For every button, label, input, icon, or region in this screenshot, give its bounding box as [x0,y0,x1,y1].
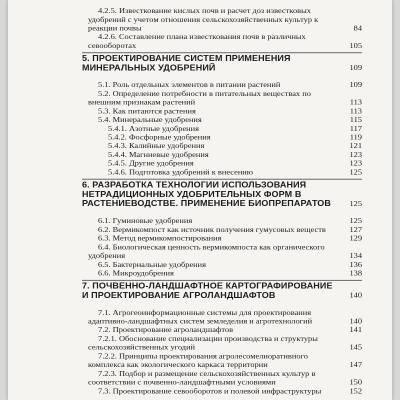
toc-entry-text: 5.4.6. Подготовка удобрений к внесению [108,168,254,177]
toc-entry-text: 6.1. Гуминовые удобрения [98,217,193,225]
toc-entry-text: 4.2.6. Составление плана известкования почв в различных севооборотах [88,33,306,50]
toc-entry-page: 136 [349,260,362,269]
toc-entry-text: 7.2.2. Принципы проектирования агролесомелиоративного комплекса как экологического каркаса территории [88,352,308,369]
toc-entry-page: 138 [349,269,362,278]
toc-entry-page: 109 [349,81,362,89]
toc-entry-text: 7.2.3. Подбор и размещение сельскохозяйственных культур в соответствии с почвенно-ландшафтными условиями [88,369,316,387]
toc-entry-5-4-1 [82,125,362,134]
toc-entry-page: 129 [349,234,362,243]
toc-entry-text: 5.4.1. Азотные удобрения [108,124,199,133]
section-heading-page: 140 [349,291,362,300]
toc-entry-page: 84 [353,24,362,33]
toc-entry-page: 121 [349,142,362,150]
toc-entry-text: 5.4.3. Калийные удобрения [108,142,205,150]
toc-entry-text: 5.4.4. Магниевые удобрения [108,150,209,159]
toc-entry-6-2 [82,226,362,235]
toc-entry-page: 145 [349,343,362,352]
toc-entry-7-3 [82,387,362,396]
toc-entry-page: 113 [349,107,362,116]
section-heading-text: 6. РАЗРАБОТКА ТЕХНОЛОГИИ ИСПОЛЬЗОВАНИЯ НЕТРАДИЦИОННЫХ УДОБРИТЕЛЬНЫХ ФОРМ В РАСТЕНИЕВОДСТВЕ. ПРИМЕНЕНИЕ БИОПРЕПАРАТОВ [82,180,332,208]
section-heading-7 [82,282,340,300]
section-divider [82,280,362,281]
section-heading-6 [82,181,340,208]
toc-entry-6-6 [82,269,362,278]
toc-entry-7-2 [82,326,362,335]
toc-entry-page: 119 [349,133,362,142]
toc-entry-page: 150 [349,378,362,387]
section-divider [82,179,362,180]
toc-entry-6-3 [82,235,362,244]
toc-entry-text: 5.4.5. Другие удобрения [108,159,194,168]
toc-entry-5-4-2 [82,133,362,142]
toc-entry-page: 147 [349,361,362,369]
toc-entry-text: 7.2. Проектирование агроландшафтов [98,326,234,334]
toc-entry-5-4-6 [82,168,362,177]
toc-entry-text: 5.4. Минеральные удобрения [98,115,202,124]
section-heading-page: 109 [349,63,362,72]
toc-entry-text: 6.2. Вермикомпост как источник получения гумусовых веществ [98,225,326,234]
toc-entry-text: 7.2.1. Обоснование специализации производства и структуры сельскохозяйственных угодий [88,334,318,352]
toc-entry-7-2-3 [82,370,362,387]
toc-entry-text: 7.1. Агрогеоинформационные системы для проектирования адаптивно-ландшафтных систем земледелия и агротехнологий [88,308,313,326]
toc-entry-4-2-5 [82,7,362,33]
toc-entry-text: 4.2.5. Известкование кислых почв и расчет доз известковых удобрений с учетом отношения сельскохозяйственных культур к реакции почвы [88,6,319,33]
toc-entry-7-2-2 [82,352,362,369]
toc-entry-text: 6.5. Бактериальные удобрения [98,260,206,269]
toc-entry-5-4 [82,116,362,125]
toc-entry-text: 5.4.2. Фосфорные удобрения [108,133,211,142]
toc-entry-6-5 [82,261,362,270]
toc-entry-text: 6.3. Метод вермикомпостирования [98,234,222,243]
toc-entry-page: 125 [349,217,362,225]
book-page [8,0,392,400]
toc-entry-7-1 [82,309,362,326]
toc-entry-6-4 [82,243,362,260]
toc-entry-page: 117 [349,124,362,133]
toc-entry-page: 141 [349,326,362,334]
toc-entry-page: 123 [349,159,362,168]
toc-entry-5-4-3 [82,142,362,151]
toc-entry-page: 105 [349,41,362,50]
toc-entry-5-4-5 [82,160,362,169]
toc-entry-page: 125 [349,168,362,177]
toc-entry-page: 127 [349,225,362,234]
toc-entry-page: 152 [349,387,362,396]
toc-entry-page: 134 [349,252,362,260]
toc-entry-page: 140 [349,317,362,326]
toc-entry-text: 7.3. Проектирование севооборотов и полевой инфраструктуры [98,387,322,396]
toc-entry-7-2-1 [82,335,362,352]
toc-entry-page: 113 [349,98,362,107]
section-heading-text: 7. ПОЧВЕННО-ЛАНДШАФТНОЕ КАРТОГРАФИРОВАНИЕ И ПРОЕКТИРОВАНИЕ АГРОЛАНДШАФТОВ [82,281,333,300]
section-heading-5 [82,54,340,72]
toc-entry-4-2-6 [82,33,362,50]
toc-entry-text: 6.6. Микроудобрения [98,269,174,278]
toc-entry-5-3 [82,107,362,116]
section-heading-text: 5. ПРОЕКТИРОВАНИЕ СИСТЕМ ПРИМЕНЕНИЯ МИНЕРАЛЬНЫХ УДОБРЕНИЙ [82,54,291,72]
toc-entry-text: 5.3. Как питаются растения [98,107,196,116]
toc-entry-5-2 [82,90,362,107]
toc-entry-5-4-4 [82,151,362,160]
toc-entry-text: 5.2. Определение потребности в питательных веществах по внешним признакам растений [88,89,311,107]
toc-entry-6-1 [82,217,362,226]
toc-entry-page: 123 [349,150,362,159]
section-heading-page: 125 [349,199,362,208]
toc-entry-text: 5.1. Роль отдельных элементов в питании растений [98,81,281,89]
toc-entry-5-1 [82,81,362,90]
toc-entry-page: 115 [349,115,362,124]
toc-entry-text: 6.4. Биологическая ценность вермикомпоста как органического удобрения [88,243,325,260]
section-divider [82,52,362,53]
